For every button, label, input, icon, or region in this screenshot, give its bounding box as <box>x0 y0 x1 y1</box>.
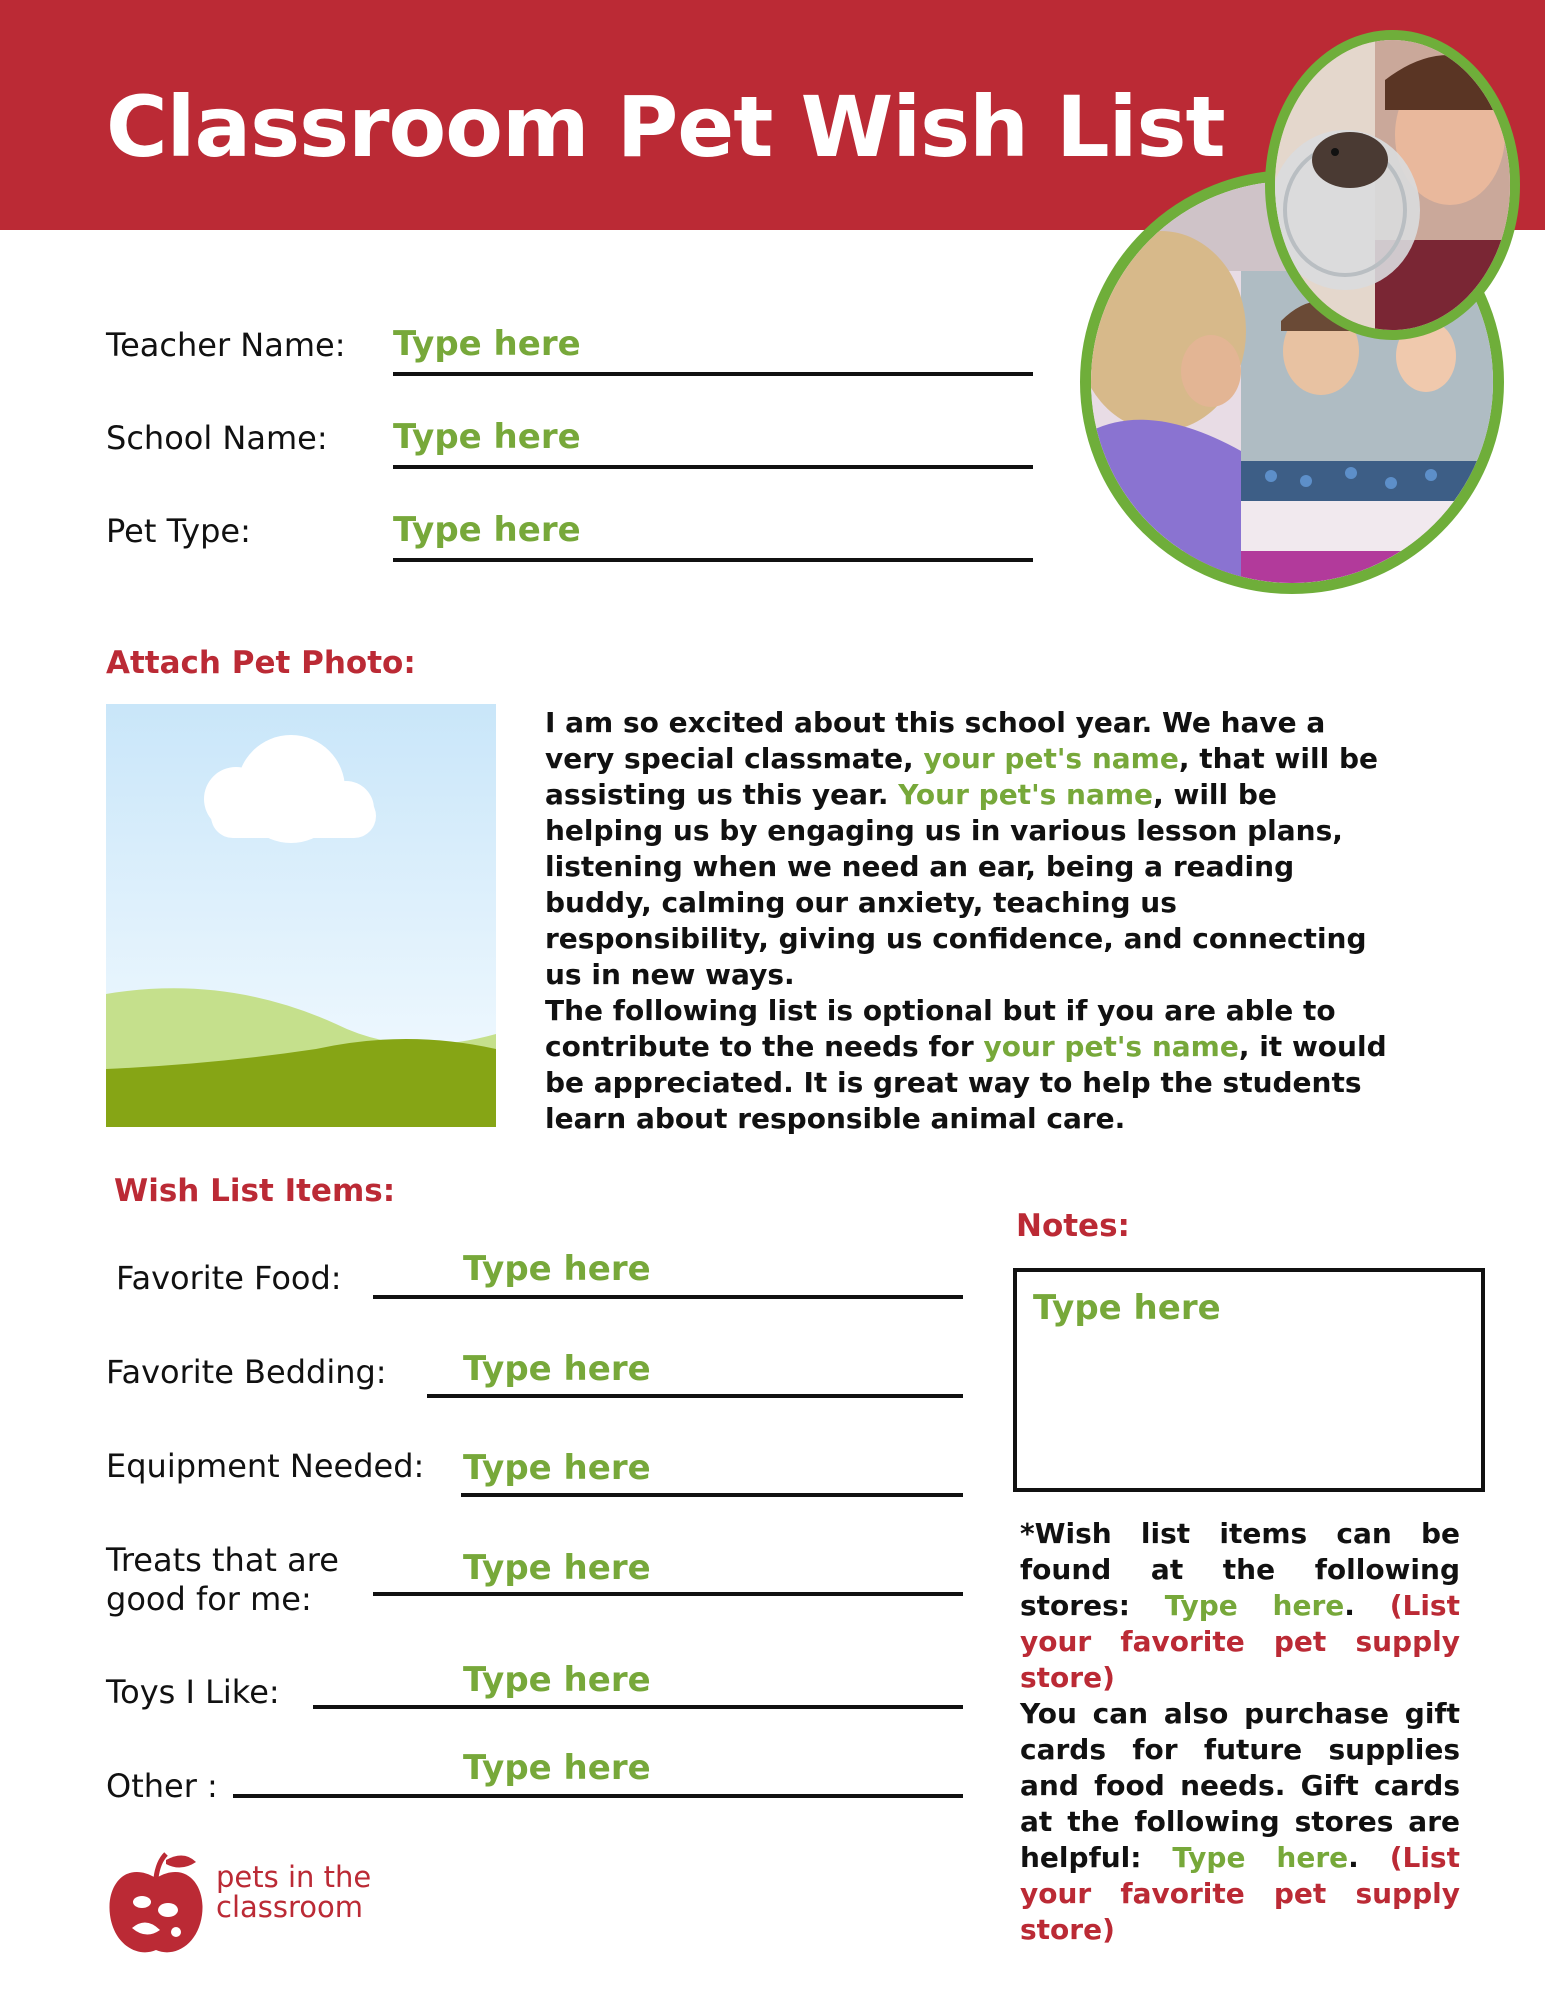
teacher-name-underline <box>393 372 1033 376</box>
teacher-name-label: Teacher Name: <box>106 326 346 364</box>
school-name-label: School Name: <box>106 419 328 457</box>
toys-underline <box>313 1705 963 1709</box>
hamster-photo-illustration <box>1275 40 1510 330</box>
stores-input[interactable]: Type here <box>1164 1589 1345 1622</box>
favorite-bedding-underline <box>427 1394 963 1398</box>
pet-name-placeholder[interactable]: your pet's name <box>923 742 1179 775</box>
notes-title: Notes: <box>1016 1208 1130 1244</box>
treats-label-line2: good for me: <box>106 1580 312 1618</box>
gift-stores-hint: (List your favorite pet supply store) <box>1020 1841 1460 1946</box>
equipment-needed-label: Equipment Needed: <box>106 1447 425 1485</box>
intro-paragraph-2: The following list is optional but if you are able to contribute to the needs for your pet's name, it would be appreciated. It is great way to help the students learn about responsible animal care. <box>545 994 1387 1135</box>
favorite-bedding-label: Favorite Bedding: <box>106 1353 387 1391</box>
toys-input[interactable]: Type here <box>463 1660 651 1700</box>
notes-input-placeholder: Type here <box>1033 1288 1221 1328</box>
other-underline <box>233 1794 963 1798</box>
logo-line-1: pets in the <box>216 1860 372 1894</box>
other-input[interactable]: Type here <box>463 1748 651 1788</box>
page-title: Classroom Pet Wish List <box>106 78 1225 176</box>
classroom-photo-hamster <box>1265 30 1520 340</box>
wish-list-title: Wish List Items: <box>114 1173 396 1209</box>
other-label: Other : <box>106 1767 218 1805</box>
landscape-image-icon <box>106 704 496 1127</box>
pet-type-underline <box>393 558 1033 562</box>
gift-cards-note: You can also purchase gift cards for future supplies and food needs. Gift cards at the following stores are helpful: Type here. (List your favorite pet supply store) <box>1020 1697 1460 1946</box>
pet-type-label: Pet Type: <box>106 512 251 550</box>
pet-name-placeholder[interactable]: Your pet's name <box>898 778 1154 811</box>
pet-type-input[interactable]: Type here <box>393 510 581 550</box>
logo-wordmark <box>216 1862 371 1922</box>
teacher-name-input[interactable]: Type here <box>393 324 581 364</box>
favorite-food-underline <box>373 1295 963 1299</box>
school-name-underline <box>393 465 1033 469</box>
attach-photo-title: Attach Pet Photo: <box>106 645 416 681</box>
treats-label-line1: Treats that are <box>106 1541 339 1579</box>
pets-in-the-classroom-logo <box>106 1850 372 1970</box>
gift-stores-input[interactable]: Type here <box>1172 1841 1349 1874</box>
pet-photo-placeholder[interactable] <box>106 704 496 1127</box>
logo-line-2: classroom <box>216 1890 364 1924</box>
school-name-input[interactable]: Type here <box>393 417 581 457</box>
toys-label: Toys I Like: <box>106 1673 280 1711</box>
favorite-bedding-input[interactable]: Type here <box>463 1349 651 1389</box>
favorite-food-input[interactable]: Type here <box>463 1249 651 1289</box>
equipment-needed-underline <box>461 1493 963 1497</box>
apple-animals-logo-icon <box>106 1850 206 1960</box>
stores-note: *Wish list items can be found at the following stores: Type here. (List your favorite pet supply store) <box>1020 1517 1460 1694</box>
intro-paragraph-1: I am so excited about this school year. We have a very special classmate, your pet's name, that will be assisting us this year. Your pet's name, will be helping us by engaging us in various lesson plans, listening when we need an ear, being a reading buddy, calming our anxiety, teaching us responsibility, giving us confidence, and connecting us in new ways. <box>545 706 1378 991</box>
stores-hint: (List your favorite pet supply store) <box>1020 1589 1460 1694</box>
treats-input[interactable]: Type here <box>463 1548 651 1588</box>
notes-textarea[interactable] <box>1013 1268 1485 1492</box>
pet-name-placeholder[interactable]: your pet's name <box>983 1030 1239 1063</box>
favorite-food-label: Favorite Food: <box>116 1259 342 1297</box>
treats-underline <box>373 1592 963 1596</box>
equipment-needed-input[interactable]: Type here <box>463 1448 651 1488</box>
